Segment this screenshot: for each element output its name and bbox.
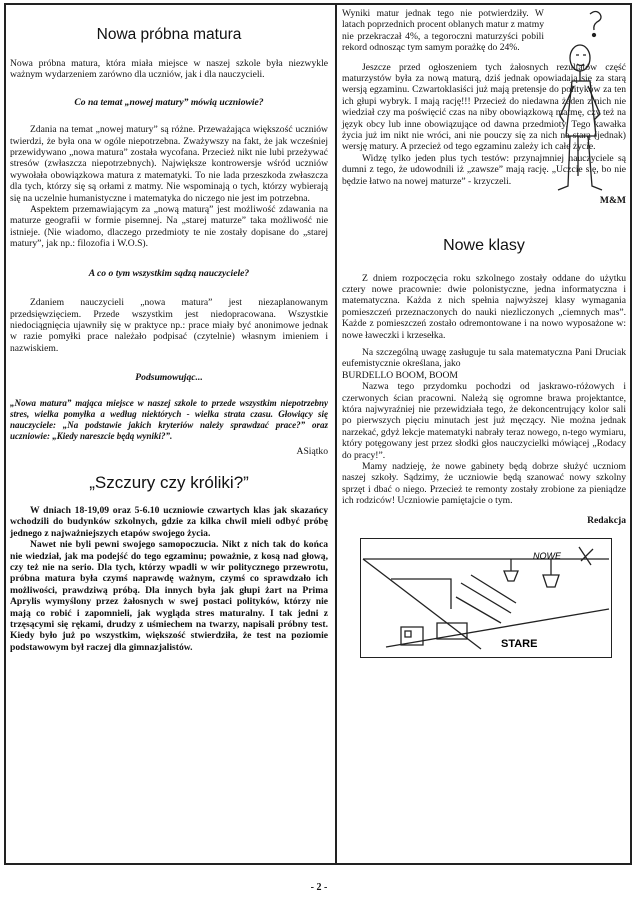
old-new-classroom-sketch bbox=[361, 539, 611, 657]
article3-paragraph-3: Nazwa tego przydomku pochodzi od jaskrawo-różowych i czerwonych ścian pracowni. Należą się ogromne brawa projektantce, która najwyraźniej nie przewidziała tego, że dekoncentrujący kolor sali po pierwszych pięciu minutach jest już męczący. Nie można jednak narzekać, gdyż lekcje matematyki nabrały teraz nowego, n-tego wymiaru, który potęgowany jest przez słodki głos nauczycielki mówiącej „Rodacy do pracy!”. bbox=[342, 381, 626, 461]
article1-paragraph-3: Zdaniem nauczycieli „nowa matura” jest niezaplanowanym przedsięwzięciem. Przede wszystkim jest niedopracowana. Wszystkie niedociągnięcia ujawniły się w praktyce np.: prace miały być anonimowe jednak w razie pomyłki prace należało podpisać (czytelnie) własnym imieniem i nazwiskiem. bbox=[10, 297, 328, 354]
article1-paragraph-2: Aspektem przemawiającym za „nową maturą” jest możliwość zdawania na maturze geografii w formie pisemnej. Na „starej maturze” taka możliwość nie istnieje. (Nie wiadomo, dlaczego przedmioty te nie zostały dopisane do „starej matury”, jak np.: filozofia i W.O.S). bbox=[10, 204, 328, 250]
article1-summary-label: Podsumowując... bbox=[135, 372, 203, 384]
right-column bbox=[342, 8, 626, 658]
classroom-drawing bbox=[360, 538, 612, 658]
article-title-nowa-probna-matura: Nowa próbna matura bbox=[96, 26, 242, 43]
thinking-student-drawing bbox=[546, 8, 626, 198]
article-title-szczury-czy-kroliki: „Szczury czy króliki?” bbox=[89, 472, 249, 492]
article1-paragraph-1: Zdania na temat „nowej matury” są różne. Przeważająca większość uczniów twierdzi, że była ona w ogóle niepotrzebna. Zważywszy na fakt, że jak wcześniej przewidywano „nowa matura” została wycofana. Przecież nikt nie lubi przeżywać stresów (zwłaszcza niepotrzebnych). Największe kontrowersje wśród uczniów wywołała obowiązkowa matura z matematyki. To nie lada przeszkoda zwłaszcza dla tych, którzy się są orłami z matmy. Nie wspominają o tych, którzy wybierają się na uczelnie humanistyczne i matematyka do niczego nie jest im potrzebna. bbox=[10, 124, 328, 204]
right-paragraph-1: Wyniki matur jednak tego nie potwierdziły. W latach poprzednich procent oblanych matur z matmy nie przekraczał 4%, a tegoroczni maturzyści pobili rekord odnosząc tym samym porażkę do 24%. bbox=[342, 8, 544, 54]
page-number: - 2 - bbox=[310, 882, 328, 893]
article2-paragraph-1: W dniach 18-19,09 oraz 5-6.10 uczniowie czwartych klas jak skazańcy wchodzili do budynków szkolnych, gdzie za kilka chwil mieli odbyć próbę jednego z najważniejszych etapów swojego życia. bbox=[10, 504, 328, 539]
article2-paragraph-2: Nawet nie byli pewni swojego samopoczucia. Nikt z nich tak do końca nie wiedział, jak ma podejść do tego egzaminu; poważnie, z kosą nad głową, czy też nie na serio. Dla tych, którzy wpadli w wir politycznego przewrotu, próbna matura była czymś naprawdę ważnym, czymś co sprawdzało ich możliwości, prawdziwą próbą. Dla innych była jak głupi żart na Prima Aprylis wymyślony przez żałosnych w swej postaci polityków, którzy nie mają co robić i zapomnieli, jak wygląda stres maturalny. I tak jedni z trzęsącymi się rękami, drudzy z uśmiechem na twarzy, napisali próbny test. Kiedy było już po wszystkim, większość stwierdziła, że test na poziomie podstawowym był raczej dla gimnazjalistów. bbox=[10, 539, 328, 653]
column-divider bbox=[335, 3, 337, 865]
drawing-label-new: NOWE bbox=[533, 551, 561, 562]
right-paragraph-3: Widzę tylko jeden plus tych testów: przynajmniej nauczyciele są dumni z tego, że udowodnili iż „zawsze” mają rację. „Uczcie się, bo nie będzie łatwo na nowej maturze” - krzyczeli. bbox=[342, 152, 626, 187]
right-paragraph-2: Jeszcze przed ogłoszeniem tych żałosnych rezultatów część maturzystów była za nową maturą, dziś jednak opowiadają się za starą wersją egzaminu. Czwartoklasiści już mają pretensje do polityków za ten ich głupi wybryk. I mają rację!!! Przecież do niedawna żaden z nich nie wiedział czy ma poświęcić czas na niby obowiązkową matmę, czy też na język obcy lub inne obowiązujące od dawna przedmioty. Tego kawałka życia już im nikt nie wróci, ani nie pouczy się za nich na starą (jednak) wersję matury. A przecież od tego egzaminu zależy ich całe życie. bbox=[342, 61, 626, 153]
article3-paragraph-2: Na szczególną uwagę zasługuje tu sala matematyczna Pani Druciak eufemistycznie określana, jako bbox=[342, 346, 626, 370]
article3-nickname: BURDELLO BOOM, BOOM bbox=[342, 369, 458, 381]
article3-signature: Redakcja bbox=[587, 514, 626, 526]
article1-signature: ASiątko bbox=[296, 445, 328, 457]
right-signature: M&M bbox=[599, 195, 626, 207]
right-top-block bbox=[342, 8, 626, 153]
left-column bbox=[10, 8, 328, 653]
article1-question-students: Co na temat „nowej matury” mówią uczniowie? bbox=[74, 96, 264, 108]
article1-intro: Nowa próbna matura, która miała miejsce w naszej szkole była niezwykle ważnym wydarzeniem zarówno dla uczniów, jak i dla nauczycieli. bbox=[10, 58, 328, 81]
article3-paragraph-4: Mamy nadzieję, że nowe gabinety będą dobrze służyć uczniom naszej szkoły. Sądzimy, że uczniowie będą szanować nowy szkolny sprzęt i dbać o niego. Przecież te remonty zostały zrobione za pieniądze ich rodziców! Uczniowie pamiętajcie o tym. bbox=[342, 461, 626, 507]
article3-paragraph-1: Z dniem rozpoczęcia roku szkolnego zostały oddane do użytku cztery nowe pracownie: dwie polonistyczne, jedna informatyczna i matematyczna. Każda z nich spełnia najwyższej klasy wymagania pomieszczeń przeznaczonych do nauki niezliczonych „ciemnych mas”. Każde z pomieszczeń zostało odremontowane i na nowo wyposażone w: nowe ławeczki i krzesełka. bbox=[342, 272, 626, 341]
drawing-label-old: STARE bbox=[501, 638, 538, 651]
article1-question-teachers: A co o tym wszystkim sądzą nauczyciele? bbox=[88, 267, 250, 279]
article1-summary: „Nowa matura” mająca miejsce w naszej szkole to przede wszystkim niepotrzebny stres, wielka pomyłka a według niektórych - wielka strata czasu. Głowiący się nauczyciele: „Na podstawie jakich kryteriów należy sprawdzać prace?” oraz uczniowie: „Kiedy nareszcie będą wyniki?”. bbox=[10, 397, 328, 441]
article-title-nowe-klasy: Nowe klasy bbox=[443, 236, 525, 254]
